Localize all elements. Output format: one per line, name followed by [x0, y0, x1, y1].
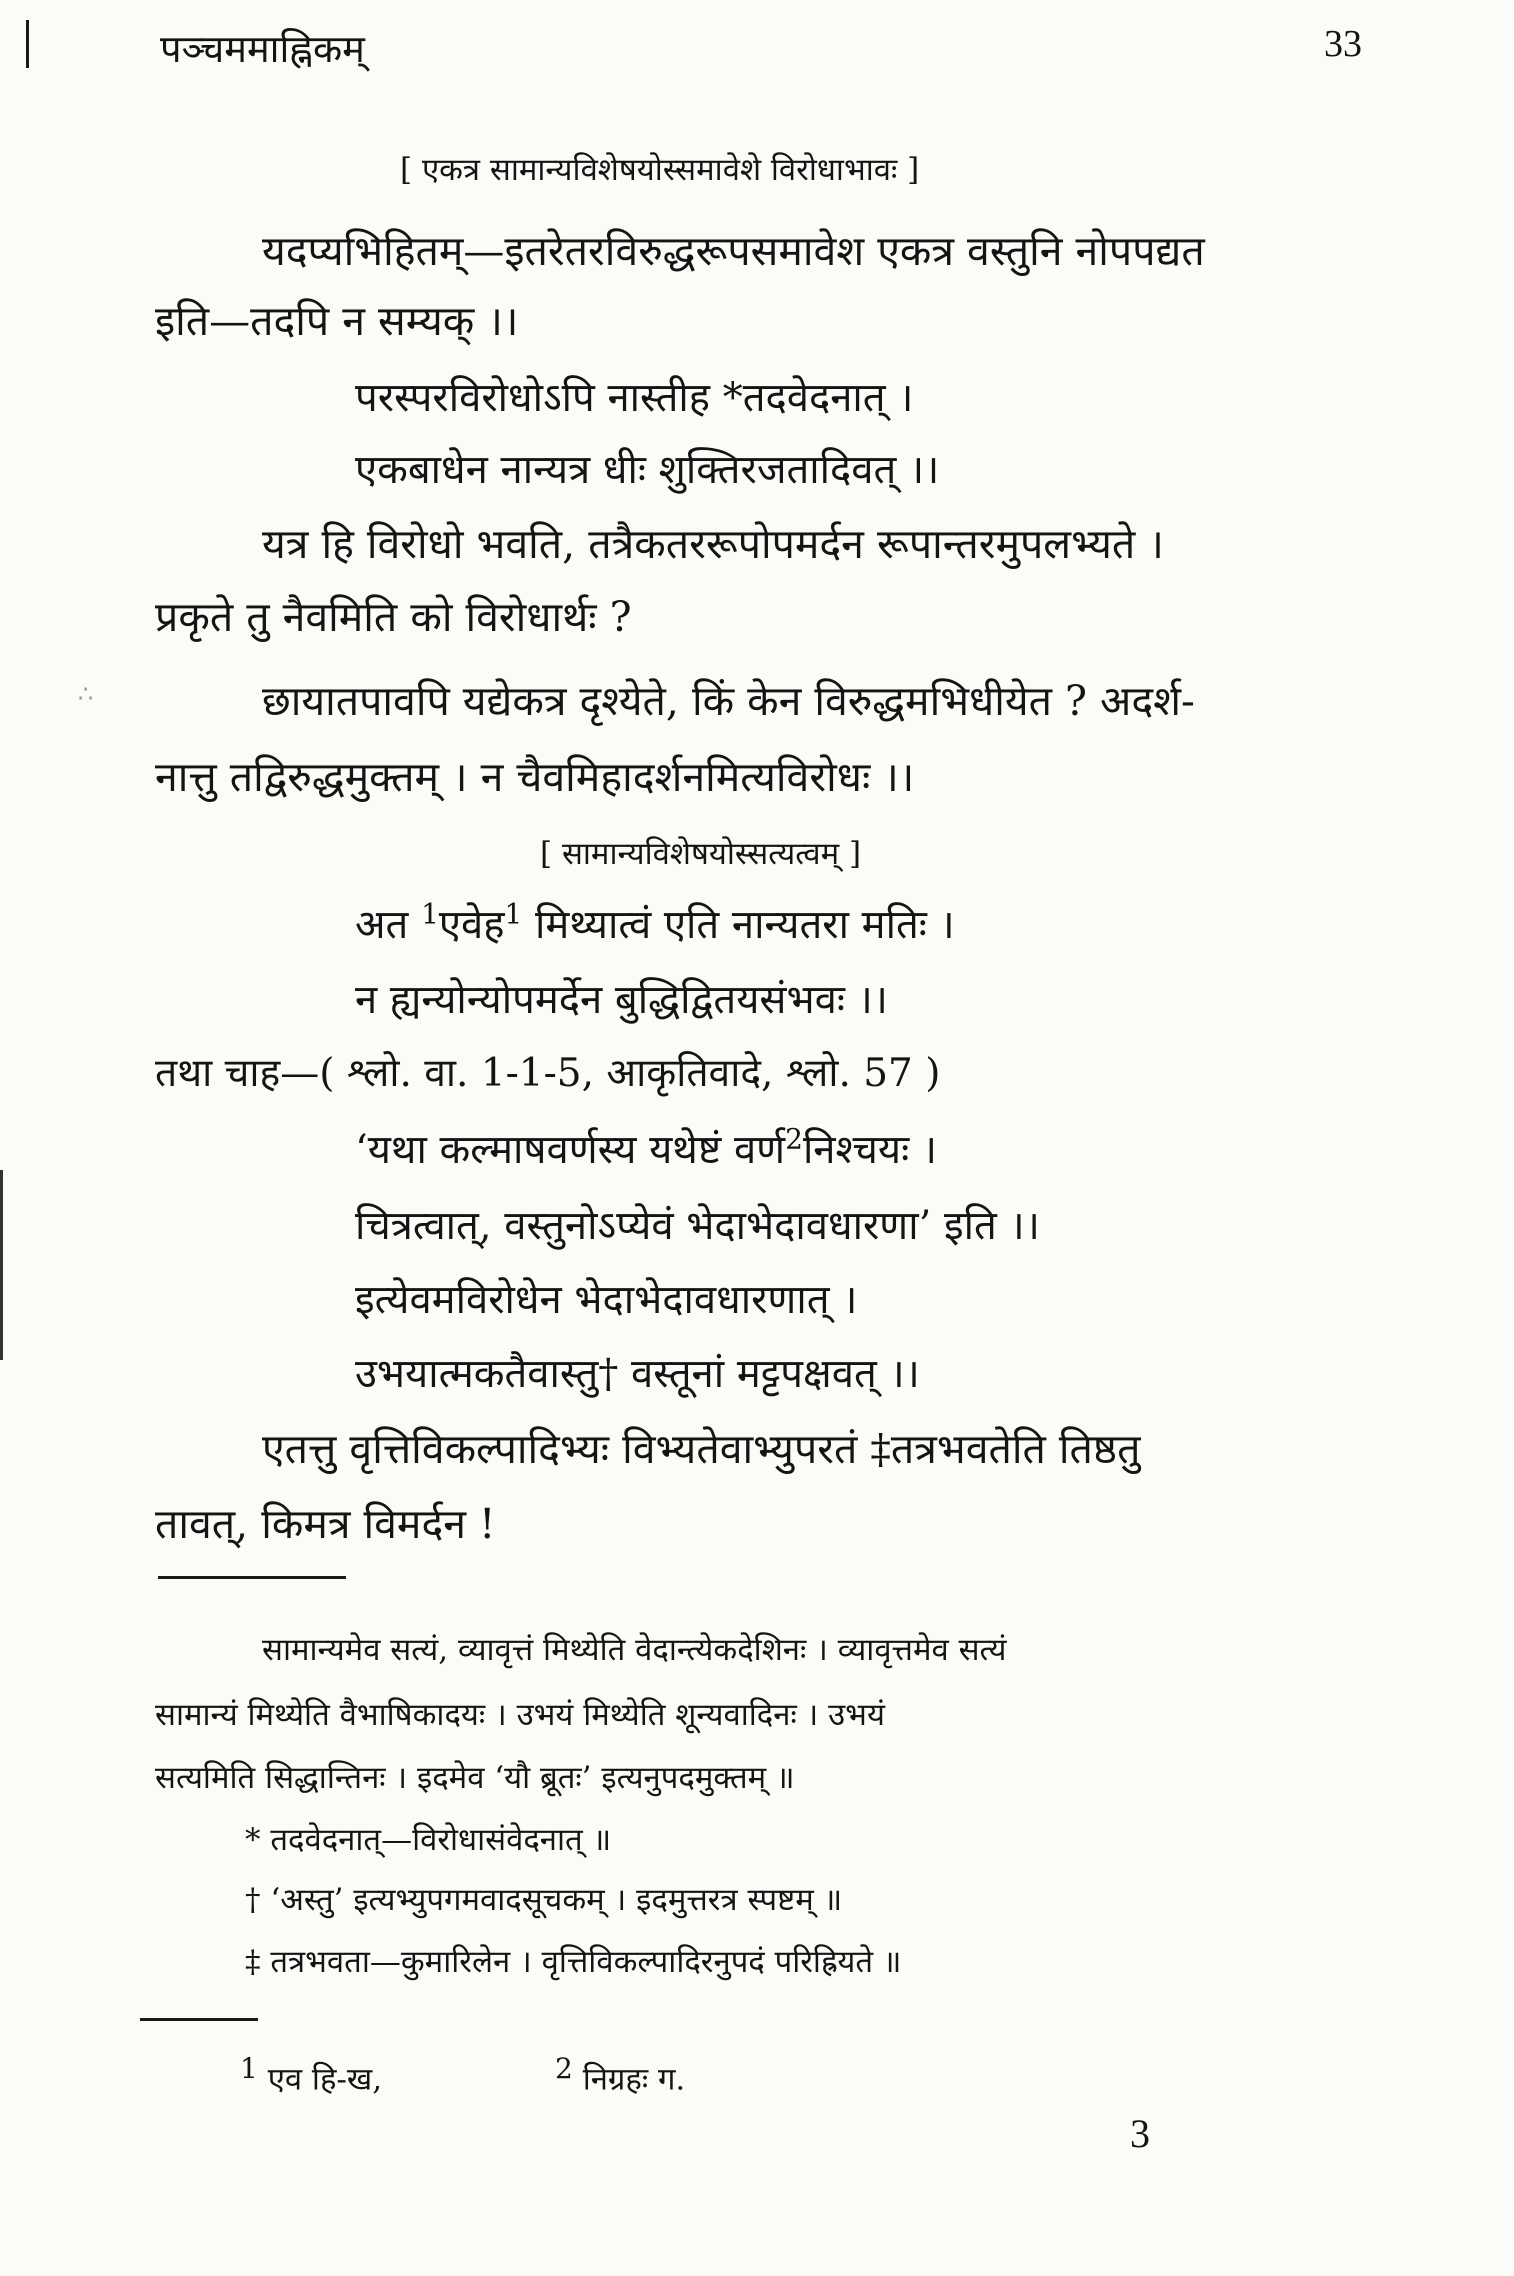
- verse3-line2: चित्रत्वात्, वस्तुनोऽप्येवं भेदाभेदावधारणा’ इति ।।: [355, 1203, 1040, 1249]
- variant-reading-1: $^1$ एव हि-ख,: [240, 2052, 383, 2098]
- para1-line2: इति—तदपि न सम्यक् ।।: [155, 297, 519, 345]
- verse1-line2: एकबाधेन नान्यत्र धीः शुक्तिरजतादिवत् ।।: [355, 447, 940, 493]
- verse2-line1: अत $^1$एवेह$^1$ मिथ्यात्वं एति नान्यतरा मतिः ।: [355, 897, 955, 948]
- verse3-line3: इत्येवमविरोधेन भेदाभेदावधारणात् ।: [355, 1277, 858, 1323]
- variant-reading-2: $^2$ निग्रहः ग.: [555, 2052, 686, 2098]
- verse3-line1: ‘यथा कल्माषवर्णस्य यथेष्टं वर्ण$^2$निश्चयः ।: [355, 1122, 938, 1173]
- para2-line1: यत्र हि विरोधो भवति, तत्रैकतररूपोपमर्दन रूपान्तरमुपलभ्यते ।: [262, 520, 1164, 568]
- variants-rule: [140, 2018, 258, 2021]
- para4-line1: एतत्तु वृत्तिविकल्पादिभ्यः विभ्यतेवाभ्युपरतं ‡तत्रभवतेति तिष्ठतु: [262, 1425, 1141, 1473]
- para1-line1: यदप्यभिहितम्—इतरेतरविरुद्धरूपसमावेश एकत्र वस्तुनि नोपपद्यत: [262, 227, 1205, 275]
- citation: तथा चाह—( श्लो. वा. 1-1-5, आकृतिवादे, श्लो. 57 ): [155, 1051, 941, 1096]
- running-head: पञ्चममाह्निकम्: [160, 27, 365, 71]
- footnote1-line3: सत्यमिति सिद्धान्तिनः । इदमेव ‘यौ ब्रूतः’ इत्यनुपदमुक्तम् ॥: [155, 1760, 795, 1796]
- footnote1-line1: सामान्यमेव सत्यं, व्यावृत्तं मिथ्येति वेदान्त्येकदेशिनः । व्यावृत्तमेव सत्यं: [262, 1632, 1007, 1668]
- verse1-line1: परस्परविरोधोऽपि नास्तीह *तदवेदनात् ।: [355, 375, 914, 421]
- verse3-line4: उभयात्मकतैवास्तु† वस्तूनां मट्टपक्षवत् ।।: [355, 1351, 920, 1397]
- folio-number: 3: [1130, 2111, 1150, 2156]
- para3-line2: नात्तु तद्विरुद्धमुक्तम् । न चैवमिहादर्शनमित्यविरोधः ।।: [155, 753, 915, 801]
- footnote-rule: [158, 1576, 346, 1579]
- footnote-double-dagger: ‡ तत्रभवता—कुमारिलेन । वृत्तिविकल्पादिरनुपदं परिह्रियते ॥: [245, 1944, 902, 1980]
- para2-line2: प्रकृते तु नैवमिति को विरोधार्थः ?: [155, 593, 632, 641]
- page-edge-mark: [26, 20, 29, 68]
- para3-line1: छायातपावपि यद्येकत्र दृश्येते, किं केन विरुद्धमभिधीयेत ? अदर्श-: [262, 677, 1195, 725]
- verse2-line2: न ह्यन्योन्योपमर्देन बुद्धिद्वितयसंभवः ।।: [355, 977, 888, 1023]
- page-edge-mark-lower: [0, 1170, 3, 1360]
- section-heading-2: [ सामान्यविशेषयोस्सत्यत्वम् ]: [540, 836, 862, 872]
- footnote-asterisk: * तदवेदनात्—विरोधासंवेदनात् ॥: [245, 1822, 612, 1858]
- ink-stain: ∴: [78, 680, 94, 708]
- footnote1-line2: सामान्यं मिथ्येति वैभाषिकादयः । उभयं मिथ्येति शून्यवादिनः । उभयं: [155, 1697, 885, 1733]
- section-heading-1: [ एकत्र सामान्यविशेषयोस्समावेशे विरोधाभावः ]: [400, 152, 920, 188]
- footnote-dagger: † ‘अस्तु’ इत्यभ्युपगमवादसूचकम् । इदमुत्तरत्र स्पष्टम् ॥: [245, 1882, 843, 1918]
- para4-line2: तावत्, किमत्र विमर्दन !: [155, 1500, 496, 1548]
- page-number: 33: [1324, 23, 1362, 65]
